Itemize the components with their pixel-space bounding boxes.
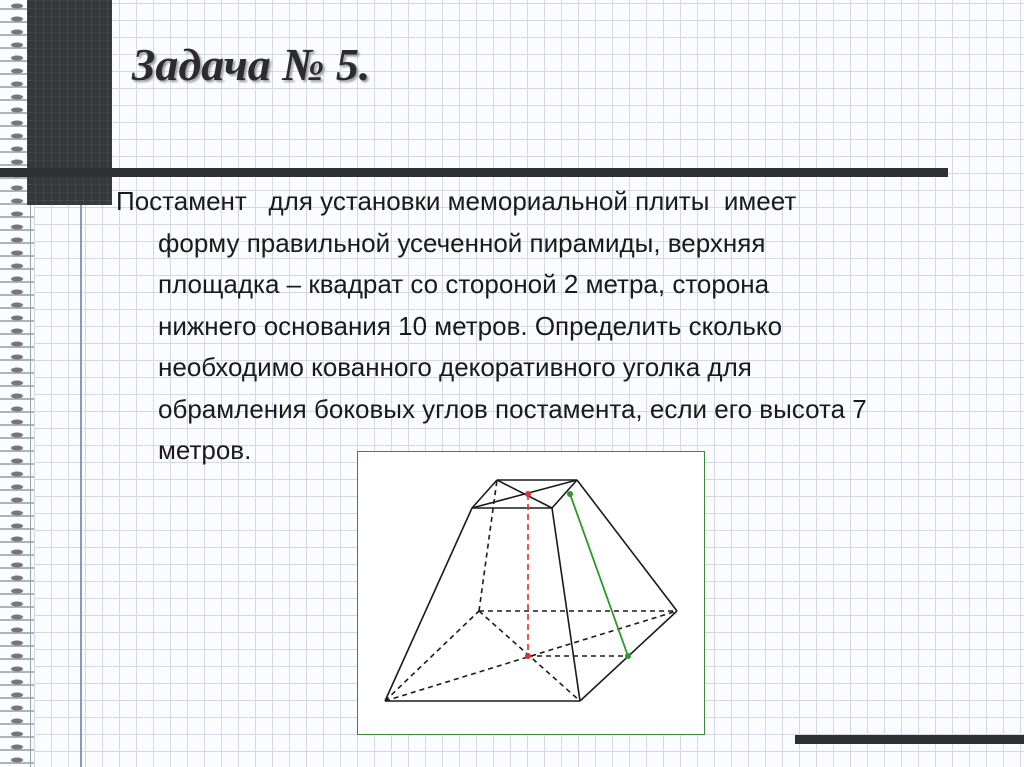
problem-line: форму правильной усеченной пирамиды, верхняя — [158, 227, 766, 258]
lateral-edge-back-right — [577, 480, 677, 611]
bottom-left-edge — [385, 611, 479, 701]
truncated-pyramid-diagram — [358, 452, 704, 734]
problem-line: метров. — [158, 435, 252, 465]
bottom-divider-bar — [795, 735, 1024, 744]
problem-line: необходимо кованного декоративного уголка для — [158, 352, 752, 382]
top-center-point — [525, 491, 531, 497]
problem-line: площадка – квадрат со стороной 2 метра, сторона — [158, 269, 770, 299]
margin-line — [80, 205, 82, 767]
lateral-edge-back-left — [479, 480, 497, 611]
problem-line: нижнего основания 10 метров. Определить сколько — [158, 310, 783, 341]
apothem-line — [570, 494, 628, 656]
slide-title: Задача № 5. — [132, 39, 371, 90]
bottom-midpoint — [625, 653, 631, 659]
truncated-pyramid-figure — [357, 451, 705, 735]
lateral-edge-front-left — [385, 508, 472, 701]
problem-text — [116, 181, 1006, 472]
problem-line: Постамент для установки мемориальной плиты имеет — [116, 186, 797, 216]
lateral-edge-front-right — [552, 508, 580, 701]
top-diagonal-2 — [497, 480, 552, 508]
bottom-center-point — [525, 653, 531, 659]
top-midpoint — [567, 491, 573, 497]
title-divider-bar — [0, 168, 948, 177]
problem-line: обрамления боковых углов постамента, если его высота 7 — [158, 393, 867, 424]
